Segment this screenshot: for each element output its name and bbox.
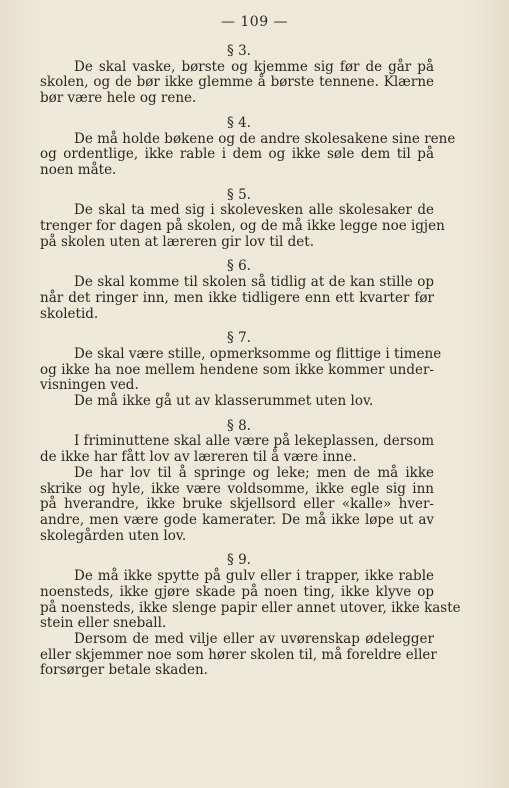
- text-line: De skal ta med sig i skolevesken alle skolesaker de: [74, 202, 434, 219]
- text-line: stein eller sneball.: [40, 615, 167, 632]
- text-line: og ikke ha noe mellem hendene som ikke kommer under-: [40, 361, 434, 378]
- section-heading: § 8.: [227, 417, 251, 434]
- text-line: De må ikke spytte på gulv eller i trapper, ikke rable: [74, 568, 434, 585]
- text-line: I friminuttene skal alle være på lekeplassen, dersom: [74, 433, 435, 450]
- text-line: de ikke har fått lov av læreren til å være inne.: [40, 449, 357, 466]
- text-line: andre, men være gode kamerater. De må ikke løpe ut av: [40, 511, 434, 528]
- text-line: skoletid.: [40, 305, 99, 322]
- page-number: — 109 —: [220, 14, 289, 30]
- text-line: De må holde bøkene og de andre skolesakene sine rene: [74, 130, 456, 147]
- text-line: De skal være stille, opmerksomme og flittige i timene: [74, 345, 442, 362]
- text-line: De skal komme til skolen så tidlig at de kan stille op: [74, 274, 434, 291]
- text-line: bør være hele og rene.: [40, 90, 197, 107]
- section-heading: § 5.: [227, 186, 251, 203]
- section-heading: § 6.: [227, 258, 251, 275]
- text-line: trenger for dagen på skolen, og de må ikke legge noe igjen: [40, 218, 445, 235]
- section-heading: § 9.: [227, 552, 251, 569]
- section-6: [40, 259, 434, 322]
- text-line: De må ikke gå ut av klasserummet uten lov.: [74, 393, 374, 410]
- text-line: noensteds, ikke gjøre skade på noen ting, ikke klyve op: [40, 583, 434, 600]
- section-8: [40, 419, 434, 545]
- text-line: skrike og hyle, ikke være voldsomme, ikke egle sig inn: [40, 480, 434, 497]
- text-line: visningen ved.: [40, 377, 139, 394]
- section-3: [40, 44, 434, 107]
- section-9: [40, 552, 461, 679]
- text-line: noen måte.: [40, 161, 117, 178]
- text-line: Dersom de med vilje eller av uvørenskap ødelegger: [74, 630, 434, 647]
- text-line: De skal vaske, børste og kjemme sig før de går på: [74, 58, 434, 75]
- section-7: [40, 330, 442, 410]
- text-line: skolen, og de bør ikke glemme å børste tennene. Klærne: [40, 74, 434, 91]
- section-heading: § 7.: [227, 330, 251, 347]
- section-5: [40, 186, 445, 251]
- text-line: De har lov til å springe og leke; men de må ikke: [74, 464, 434, 481]
- text-line: skolegården uten lov.: [40, 527, 187, 544]
- text-line: og ordentlige, ikke rable i dem og ikke søle dem til på: [40, 146, 434, 163]
- page-body: [40, 43, 461, 679]
- section-heading: § 3.: [227, 43, 251, 59]
- text-line: når det ringer inn, men ikke tidligere enn ett kvarter før: [40, 289, 434, 306]
- text-line: på skolen uten at læreren gir lov til det.: [40, 233, 315, 250]
- text-line: på hverandre, ikke bruke skjellsord eller «kalle» hver-: [40, 496, 434, 513]
- text-line: forsørger betale skaden.: [40, 662, 208, 679]
- section-4: [40, 114, 456, 179]
- section-heading: § 4.: [227, 114, 251, 131]
- text-line: eller skjemmer noe som hører skolen til, må foreldre eller: [40, 646, 437, 663]
- text-line: på noensteds, ikke slenge papir eller annet utover, ikke kaste: [40, 599, 461, 616]
